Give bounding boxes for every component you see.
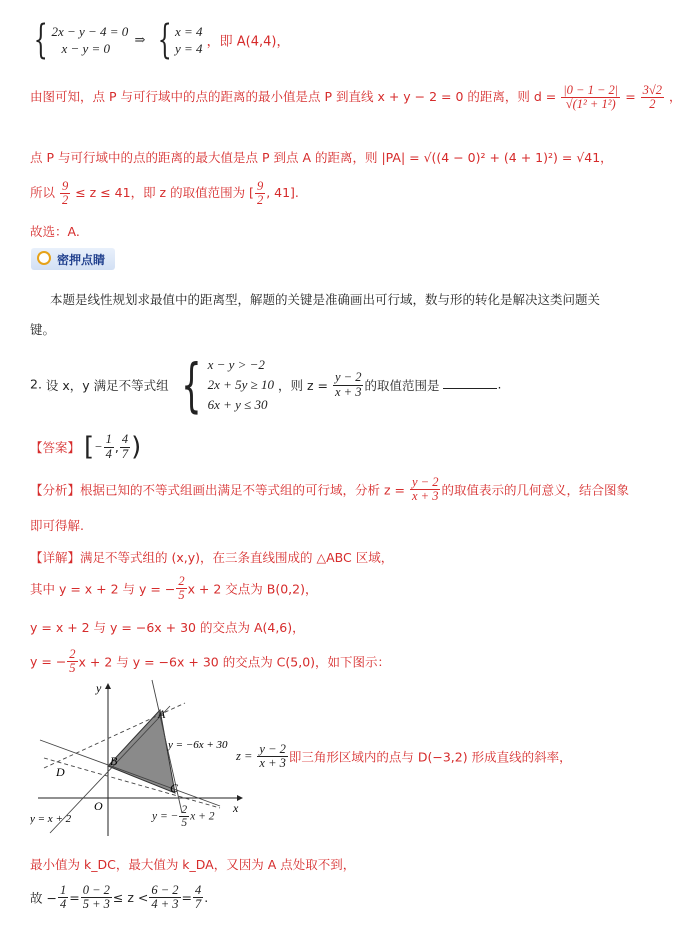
target-icon [37,251,51,265]
point-b-label: B [110,754,118,768]
point-c-label: C [170,781,179,795]
question-2: 2. 设 x，y 满足不等式组 { x − y > −2 2x + 5y ≥ 10 6x + y ≤ 30 ，则 z = $\frac{y - 2}{x + 3}$ 的取值范围是 . [30,351,502,419]
answer-line: 【答案】 [− $\frac{1}{4}$ , $\frac{4}{7}$ ) [30,432,142,462]
answer-blank [443,376,497,389]
implies-arrow: ⇒ [134,32,146,48]
detail-line-4: y = − $\frac{2}{5}$ x + 2 与 y = −6x + 30 的交点为 C(5,0)，如下图示： [30,647,391,676]
analysis-tag: 【分析】 [30,482,81,498]
min-max-line: 最小值为 k_DC，最大值为 k_DA，又因为 A 点处取不到， [30,857,356,872]
detail-tag: 【详解】 [30,550,81,565]
origin-label: O [94,799,103,813]
system-result-x: x = 4 [174,24,203,39]
line-label-shallow: y = − $\frac{2}{5}$ x + 2 [152,804,215,830]
choose-answer: 故选：A. [30,224,80,239]
answer-tag: 【答案】 [30,440,81,455]
analysis-line: 【分析】根据已知的不等式组画出满足不等式组的可行域，分析 z = $\frac{y - 2}{x + 3}$ 的取值表示的几何意义，结合图象 [30,475,629,504]
final-range-line: 故 − $\frac{1}{4}$ = $\frac{0 - 2}{5 + 3}$ ≤ z < $\frac{6 - 2}{4 + 3}$ = $\frac{4}{7}$ . [30,883,209,912]
system-equation-1: 2x − y − 4 = 0 [51,24,129,39]
system-equation-2: x − y = 0 [61,41,111,56]
y-axis-label: y [96,681,102,695]
line-label-diagonal: y = x + 2 [30,813,72,825]
analysis-line-2: 即可得解. [30,518,84,533]
triangle-abc [108,710,175,793]
point-a-result: ，即 A(4,4)， [206,34,290,50]
system-solution: { 2x − y − 4 = 0 x − y = 0 ⇒ { x = 4 y = 4 ，即 A(4,4)， [33,17,290,63]
point-a-label: A [158,707,166,721]
key-point-badge [31,248,115,270]
min-distance-line: 由图可知，点 P 与可行域中的点的距离的最小值是点 P 到直线 x + y − 2 = 0 的距离，则 d = $\frac{|0 - 1 - 2|}{\text{√(1² + 1²)}}$ = $\frac{3√2}{2}$ ， [30,83,682,112]
slope-explanation: z = $\frac{y - 2}{x + 3}$ 即三角形区域内的点与 D(−3,2) 形成直线的斜率， [236,742,572,771]
point-d-label: D [56,765,65,779]
range-line: 所以 $\frac{9}{2}$ ≤ z ≤ 41，即 z 的取值范围为 [ $\frac{9}{2}$ , 41]. [30,179,299,208]
commentary-line-1: 本题是线性规划求最值中的距离型，解题的关键是准确画出可行域，数与形的转化是解决这类问题关 [50,292,601,307]
min-distance-result: $\frac{3√2}{2}$ [642,83,663,112]
detail-line-2: 其中 y = x + 2 与 y = − $\frac{2}{5}$ x + 2 交点为 B(0,2)， [30,574,318,603]
question-number: 2. [30,376,42,392]
min-distance-fraction: $\frac{|0 - 1 - 2|}{\text{√(1² + 1²)}}$ [563,83,619,112]
inequality-system: x − y > −2 2x + 5y ≥ 10 6x + y ≤ 30 [207,357,275,412]
system-result-y: y = 4 [174,41,203,56]
detail-line-1: 【详解】满足不等式组的 (x,y)，在三条直线围成的 △ABC 区域， [30,550,394,565]
commentary-line-2: 键。 [30,322,56,337]
feasible-region-figure [30,678,250,843]
detail-line-3: y = x + 2 与 y = −6x + 30 的交点为 A(4,6)， [30,620,305,635]
z-expression: $\frac{y - 2}{x + 3}$ [334,370,362,399]
x-axis-label: x [233,801,239,815]
line-label-steep: y = −6x + 30 [168,739,228,751]
max-distance-line: 点 P 与可行域中的点的距离的最大值是点 P 到点 A 的距离，则 |PA| = √((4 − 0)² + (4 + 1)²) = √41， [30,150,613,165]
badge-label: 密押点睛 [57,253,106,267]
